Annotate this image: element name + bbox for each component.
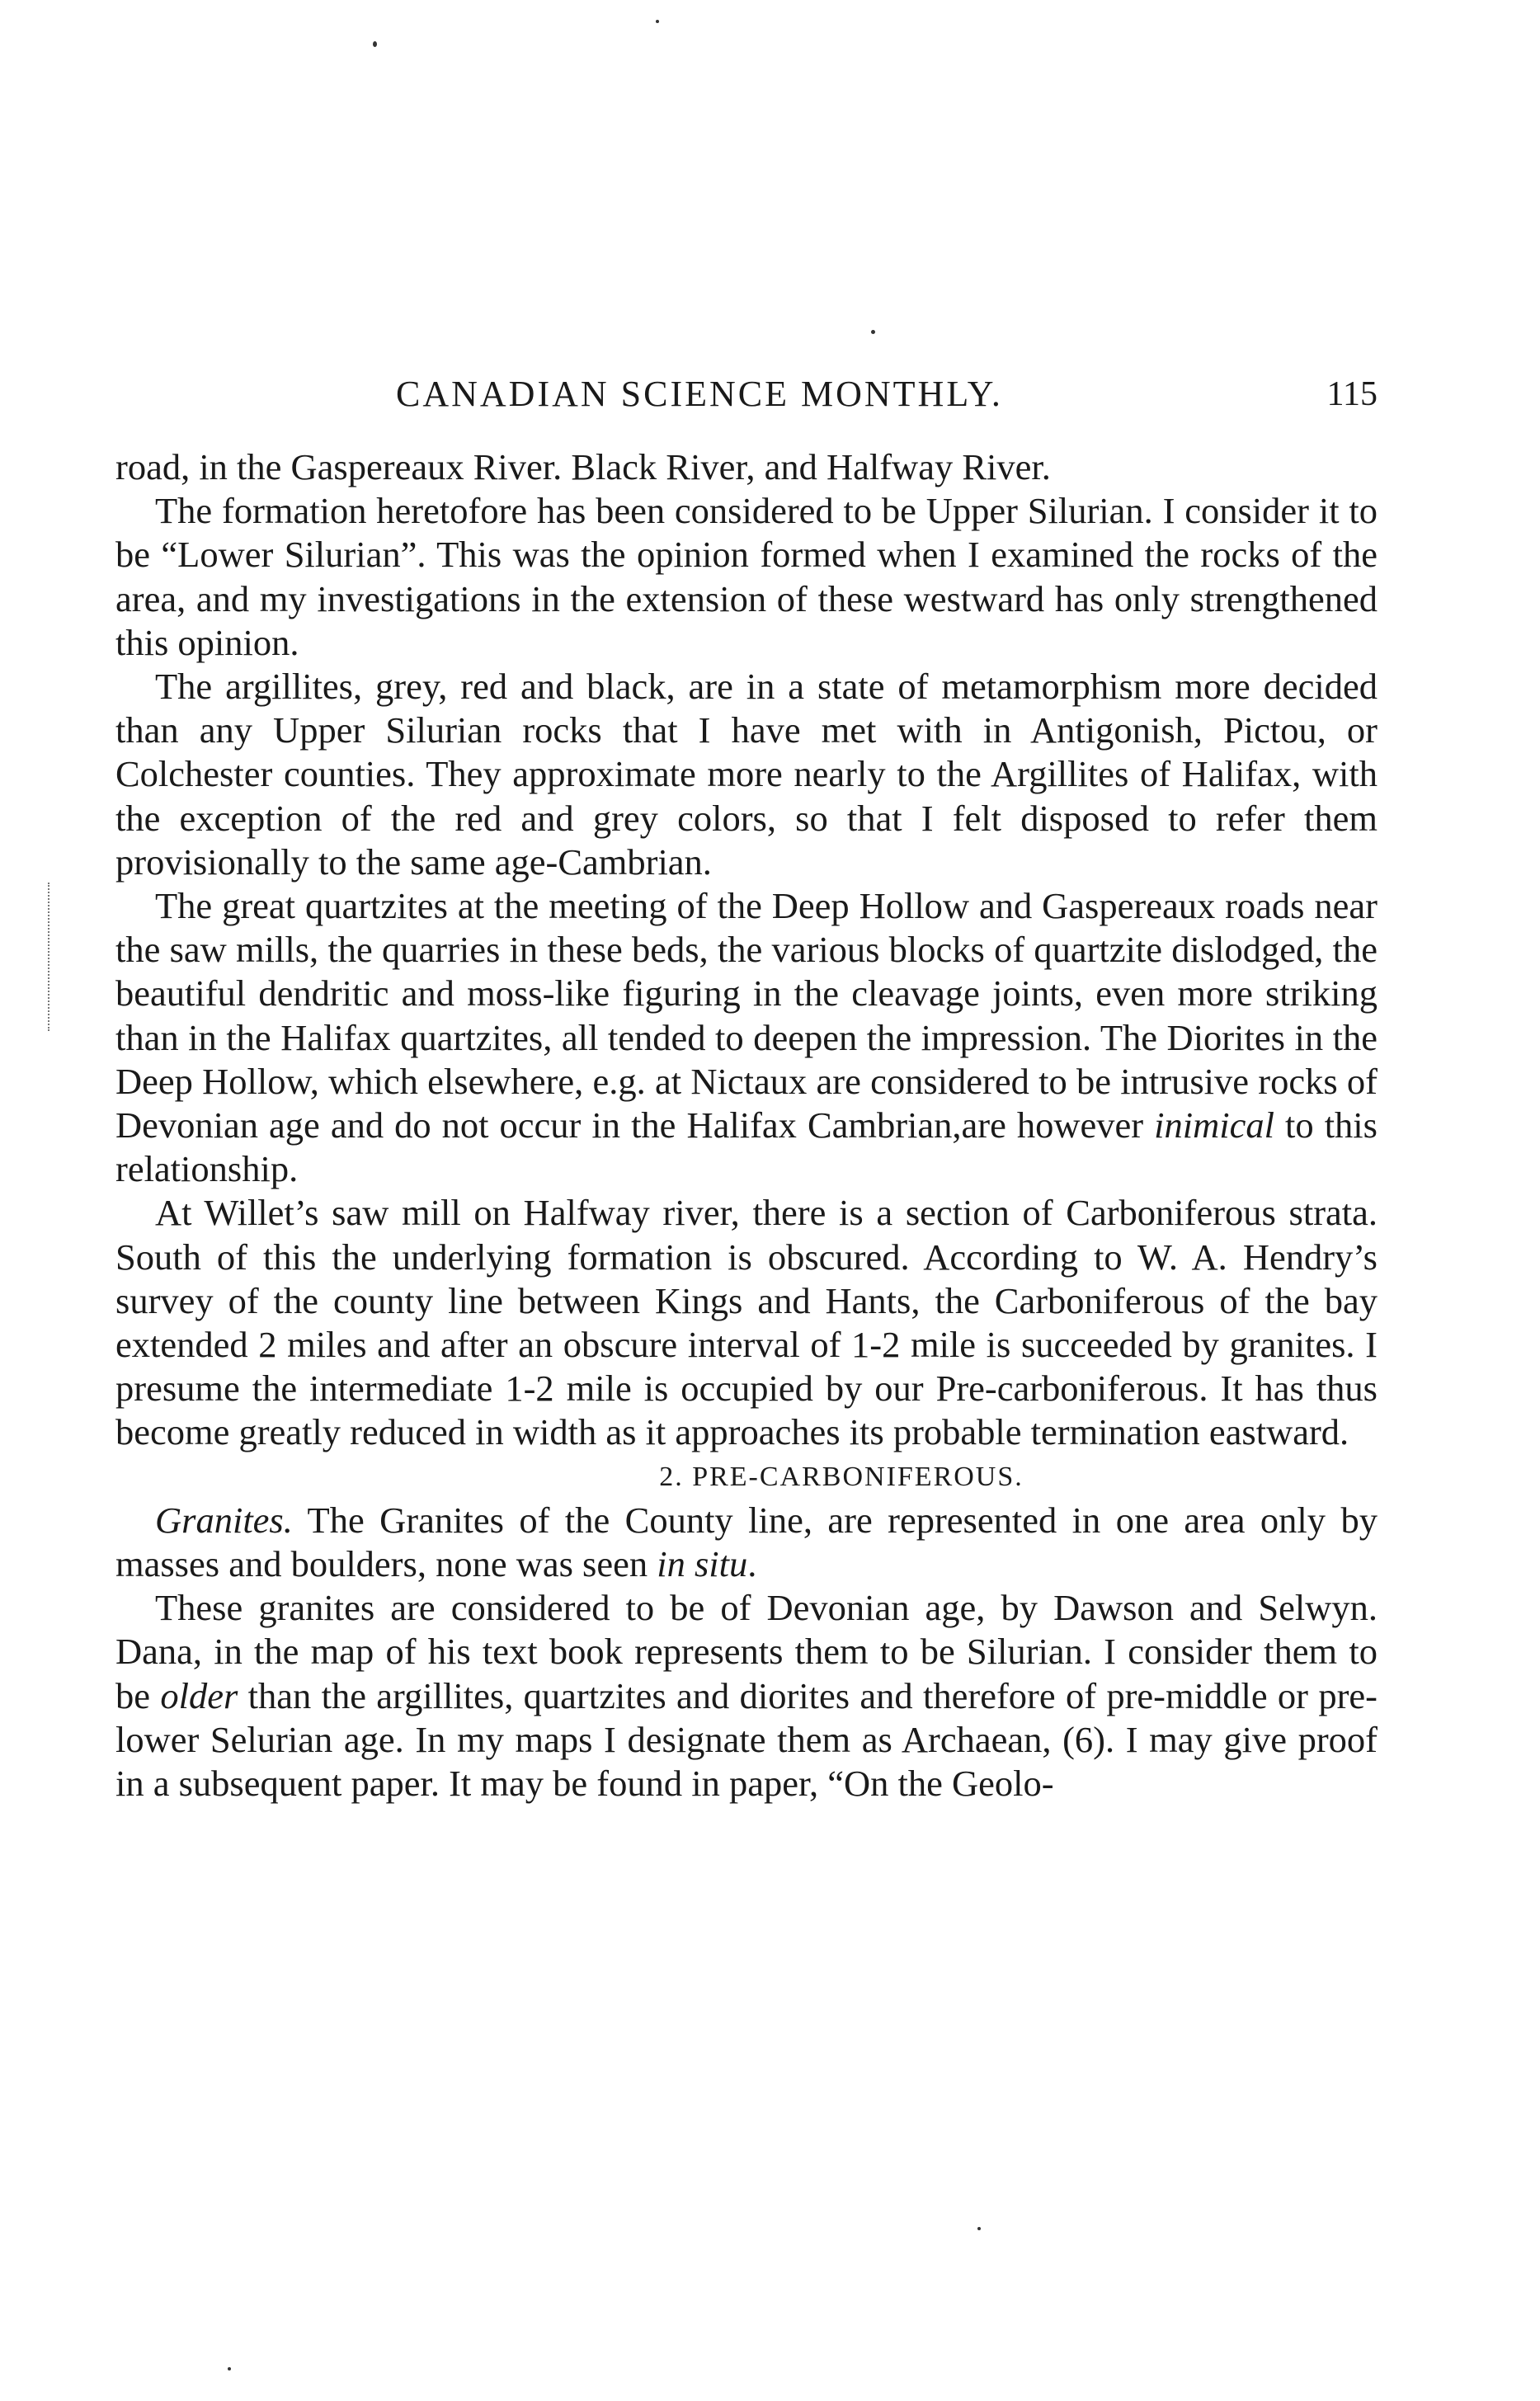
print-speck [373, 41, 377, 47]
paragraph-text: road, in the Gaspereaux River. Black River, and Halfway River. [115, 446, 1051, 487]
paragraph-text: The argillites, grey, red and black, are in a state of metamorphism more decided than any Upper Silurian rocks that I have met with in Antigonish, Pictou, or Colchester counties. They approximate more nearly to the Argillites of Halifax, with the exception of the red and grey colors, so that I felt disposed to refer them provisionally to the same age-Cambrian. [115, 666, 1378, 883]
run-in-heading: Granites. [155, 1499, 293, 1541]
paragraph-text: The Granites of the County line, are represented in one area only by masses and boulders, none was seen [115, 1499, 1378, 1585]
page-number: 115 [1326, 375, 1378, 413]
print-speck [656, 20, 659, 23]
italic-word: inimical [1154, 1104, 1274, 1146]
print-speck [228, 2367, 231, 2370]
paragraph-text: At Willet’s saw mill on Halfway river, there is a section of Carboniferous strata. South of this the underlying formation is obscured. According to W. A. Hendry’s survey of the county line between Kings and Hants, the Carboniferous of the bay extended 2 miles and after an obscure interval of 1-2 mile is succeeded by granites. I presume the intermediate 1-2 mile is occupied by our Pre-carboniferous. It has thus become greatly reduced in width as it approaches its probable termination eastward. [115, 1192, 1378, 1453]
paragraph [115, 1586, 1378, 1805]
paragraph-text: These granites are considered to be of Devonian age, by Dawson and Selwyn. Dana, in the map of his text book represents them to be Silurian. I consider them to be [115, 1587, 1378, 1716]
article-body [115, 445, 1378, 1805]
paragraph-text: . [747, 1543, 757, 1585]
italic-word: in situ [657, 1543, 748, 1585]
print-speck [977, 2227, 981, 2230]
paragraph-text: The great quartzites at the meeting of the Deep Hollow and Gaspereaux roads near the saw mills, the quarries in these beds, the various blocks of quartzite dislodged, the beautiful dendritic and moss-like figuring in the cleavage joints, even more striking than in the Halifax quartzites, all tended to deepen the impression. The Diorites in the Deep Hollow, which elsewhere, e.g. at Nictaux are considered to be intrusive rocks of Devonian age and do not occur in the Halifax Cambrian,are however [115, 885, 1378, 1146]
print-speck [871, 330, 875, 334]
paragraph-text: than the argillites, quartzites and diorites and therefore of pre-middle or pre-lower Selurian age. In my maps I designate them as Archaean, (6). I may give proof in a subsequent paper. It may be found in paper, “On the Geolo- [115, 1674, 1378, 1805]
running-head [115, 373, 1378, 422]
paragraph-text: to this relationship. [115, 1104, 1378, 1190]
section-heading: 2. PRE-CARBONIFEROUS. [659, 1461, 1024, 1492]
margin-mark [48, 883, 51, 1031]
paragraph [115, 884, 1378, 1191]
paragraph [115, 489, 1378, 665]
paragraph [115, 445, 1378, 489]
italic-word: older [160, 1674, 238, 1716]
paragraph-text: The formation heretofore has been considered to be Upper Silurian. I consider it to be “Lower Silurian”. This was the opinion formed when I examined the rocks of the area, and my investigations in the extension of these westward has only strengthened this opinion. [115, 490, 1378, 663]
paragraph [115, 1191, 1378, 1454]
paragraph [115, 1499, 1378, 1586]
journal-title: CANADIAN SCIENCE MONTHLY. [396, 374, 1003, 414]
paragraph [115, 665, 1378, 884]
